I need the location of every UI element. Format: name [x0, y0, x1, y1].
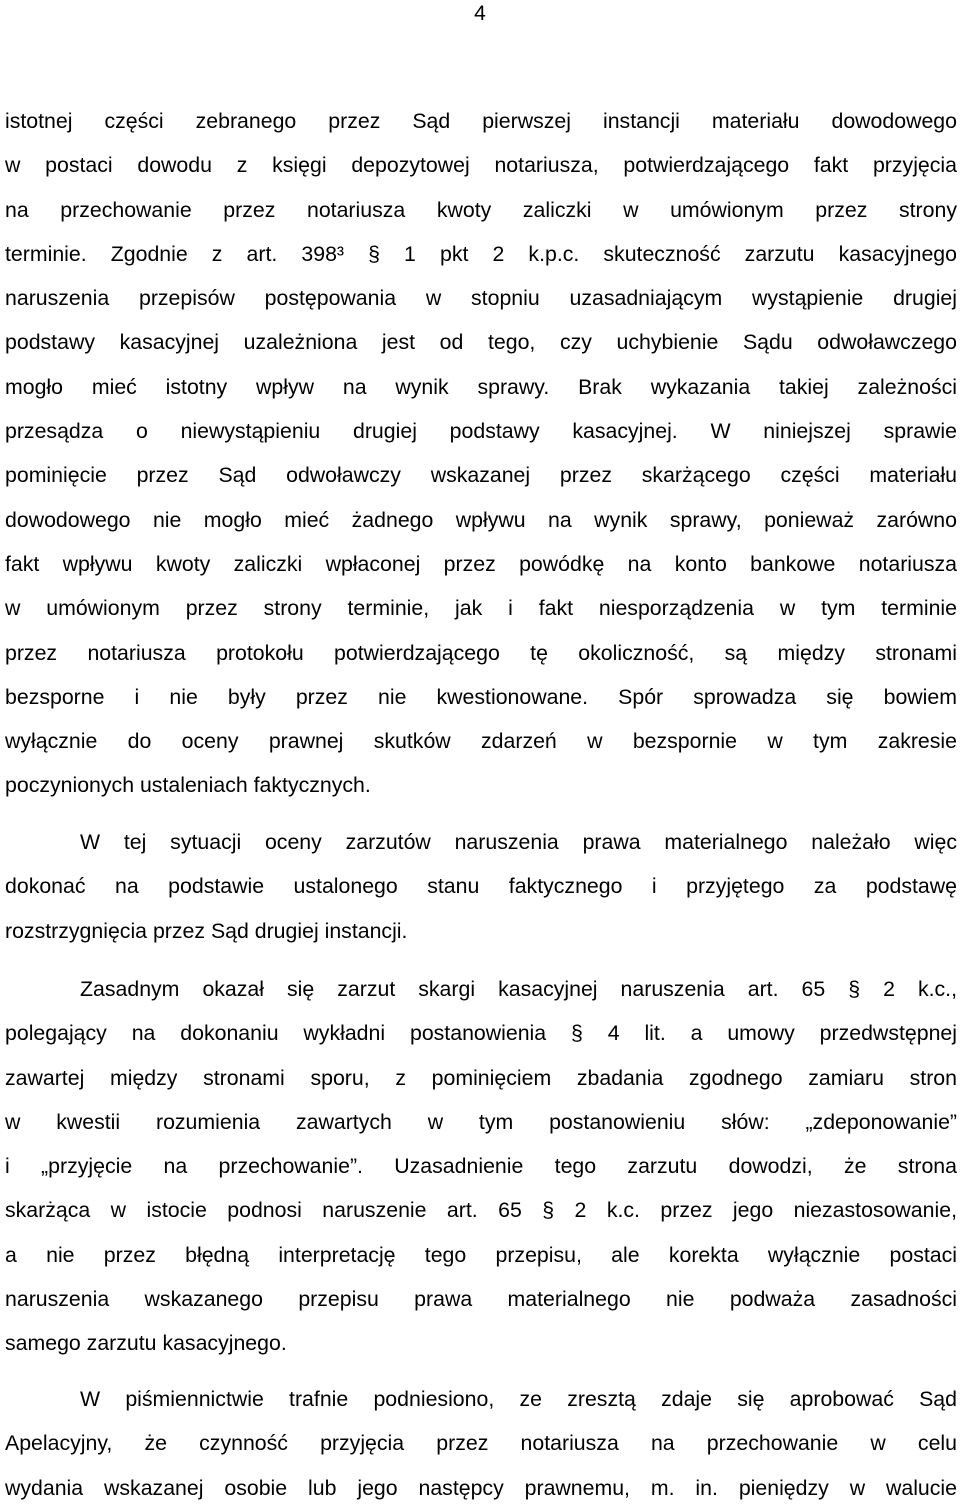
text-line: na przechowanie przez notariusza kwoty zaliczki w umówionym przez strony: [5, 197, 957, 222]
text-line: poczynionych ustaleniach faktycznych.: [5, 773, 371, 798]
text-line: Apelacyjny, że czynność przyjęcia przez notariusza na przechowanie w celu: [5, 1431, 957, 1456]
text-line: wydania wskazanej osobie lub jego następcy prawnemu, m. in. pieniędzy w walucie: [5, 1475, 957, 1500]
text-line: naruszenia wskazanego przepisu prawa materialnego nie podważa zasadności: [5, 1287, 957, 1312]
text-line: bezsporne i nie były przez nie kwestionowane. Spór sprowadza się bowiem: [5, 684, 957, 709]
text-line: w kwestii rozumienia zawartych w tym postanowieniu słów: „zdeponowanie”: [5, 1109, 957, 1134]
text-line: pominięcie przez Sąd odwoławczy wskazanej przez skarżącego części materiału: [5, 463, 957, 488]
text-line: polegający na dokonaniu wykładni postanowienia § 4 lit. a umowy przedwstępnej: [5, 1021, 957, 1046]
text-line: istotnej części zebranego przez Sąd pierwszej instancji materiału dowodowego: [5, 109, 957, 133]
text-line: W piśmiennictwie trafnie podniesiono, ze zresztą zdaje się aprobować Sąd: [80, 1387, 957, 1411]
text-line: mogło mieć istotny wpływ na wynik sprawy. Brak wykazania takiej zależności: [5, 374, 957, 399]
text-line: przesądza o niewystąpieniu drugiej podstawy kasacyjnej. W niniejszej sprawie: [5, 419, 957, 444]
text-line: w umówionym przez strony terminie, jak i fakt niesporządzenia w tym terminie: [5, 596, 957, 621]
text-line: dowodowego nie mogło mieć żadnego wpływu na wynik sprawy, ponieważ zarówno: [5, 507, 957, 532]
paragraph-1: [5, 99, 957, 808]
text-line: dokonać na podstawie ustalonego stanu faktycznego i przyjętego za podstawę: [5, 874, 957, 899]
paragraph-4: [5, 1377, 957, 1510]
page-number: 4: [474, 2, 486, 25]
text-line: i „przyjęcie na przechowanie”. Uzasadnienie tego zarzutu dowodzi, że strona: [5, 1154, 957, 1179]
text-line: samego zarzutu kasacyjnego.: [5, 1331, 287, 1356]
text-line: terminie. Zgodnie z art. 398³ § 1 pkt 2 k.p.c. skuteczność zarzutu kasacyjnego: [5, 241, 957, 266]
text-line: w postaci dowodu z księgi depozytowej notariusza, potwierdzającego fakt przyjęcia: [5, 153, 957, 178]
text-line: a nie przez błędną interpretację tego przepisu, ale korekta wyłącznie postaci: [5, 1242, 957, 1267]
text-line: Zasadnym okazał się zarzut skargi kasacyjnej naruszenia art. 65 § 2 k.c.,: [80, 977, 957, 1001]
paragraph-2: [5, 820, 957, 953]
text-line: W tej sytuacji oceny zarzutów naruszenia prawa materialnego należało więc: [80, 830, 957, 854]
paragraph-3: [5, 967, 957, 1366]
text-line: rozstrzygnięcia przez Sąd drugiej instancji.: [5, 918, 408, 943]
text-line: naruszenia przepisów postępowania w stopniu uzasadniającym wystąpienie drugiej: [5, 286, 957, 311]
text-line: podstawy kasacyjnej uzależniona jest od tego, czy uchybienie Sądu odwoławczego: [5, 330, 957, 355]
text-line: zawartej między stronami sporu, z pominięciem zbadania zgodnego zamiaru stron: [5, 1065, 957, 1090]
text-line: fakt wpływu kwoty zaliczki wpłaconej przez powódkę na konto bankowe notariusza: [5, 551, 957, 576]
text-line: skarżąca w istocie podnosi naruszenie art. 65 § 2 k.c. przez jego niezastosowanie,: [5, 1198, 957, 1223]
text-line: przez notariusza protokołu potwierdzającego tę okoliczność, są między stronami: [5, 640, 957, 665]
text-line: wyłącznie do oceny prawnej skutków zdarzeń w bezspornie w tym zakresie: [5, 729, 957, 754]
